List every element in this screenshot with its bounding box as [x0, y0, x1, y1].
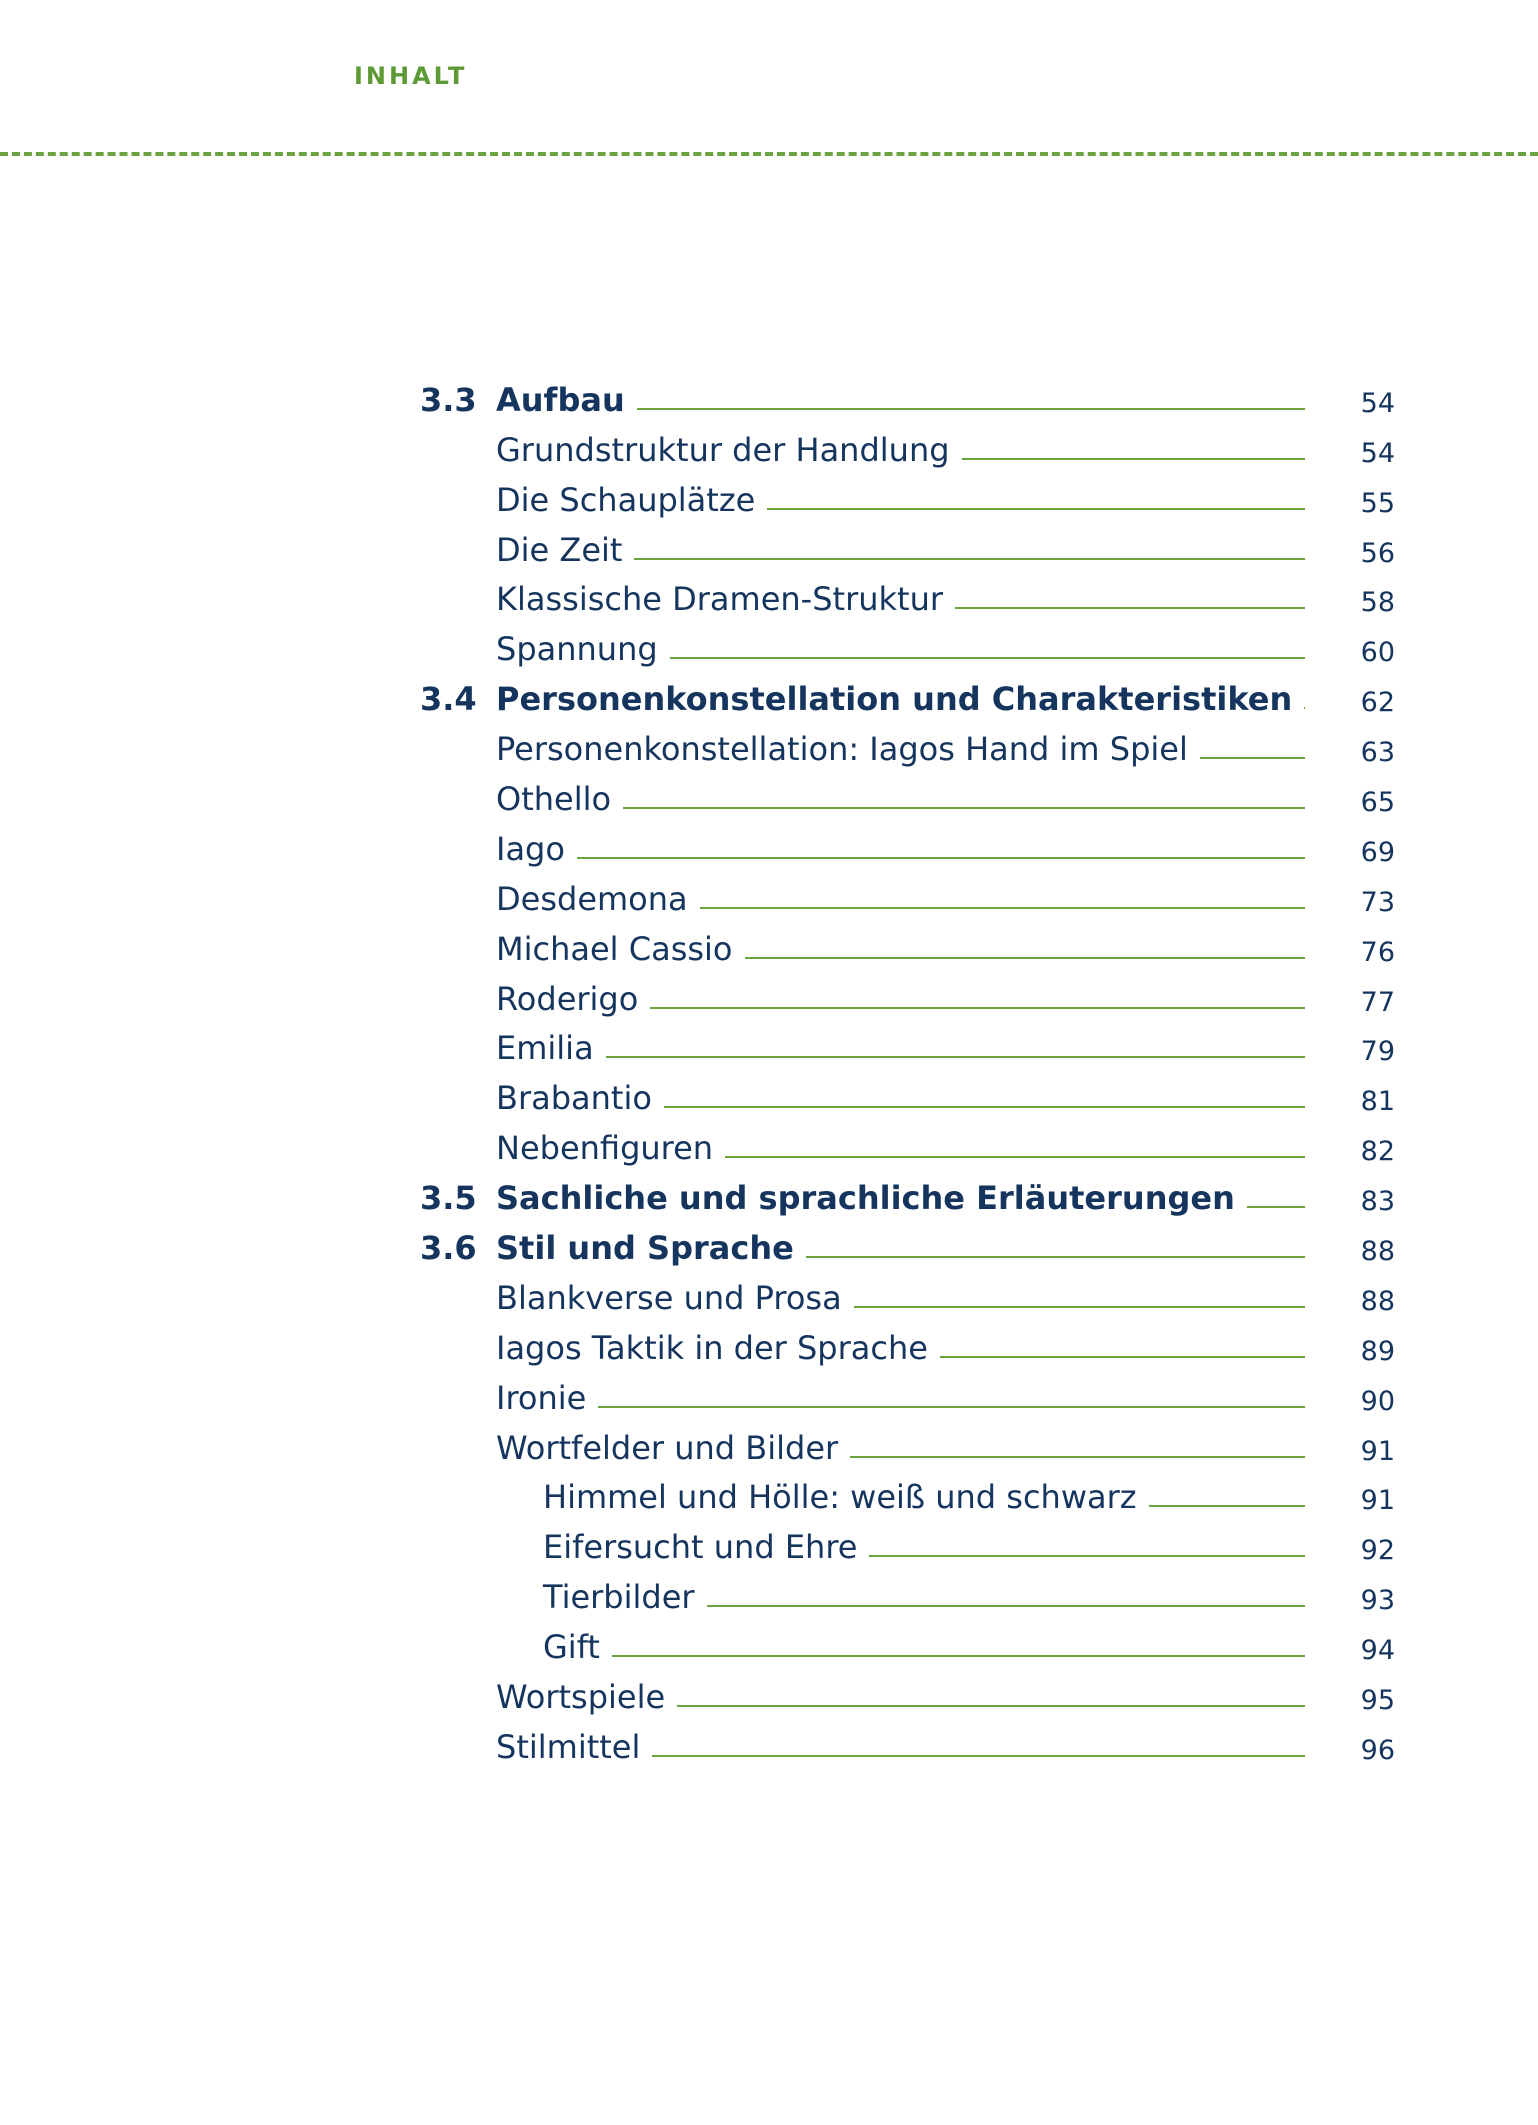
- toc-entry[interactable]: [420, 1667, 1395, 1717]
- toc-leader-line: [745, 957, 1306, 959]
- toc-entry-page-number: 55: [1360, 487, 1395, 519]
- toc-chapter-entry[interactable]: [420, 1218, 1395, 1268]
- toc-leader-line: [637, 408, 1305, 410]
- toc-leader-line: [700, 907, 1305, 909]
- toc-entry-page-number: 54: [1360, 437, 1395, 469]
- toc-entry-page-number: 95: [1360, 1685, 1395, 1717]
- toc-entry-page-number: 91: [1360, 1435, 1395, 1467]
- toc-entry[interactable]: [420, 570, 1395, 620]
- toc-entry-title: Gift: [543, 1628, 600, 1667]
- toc-entry-page-number: 88: [1360, 1236, 1395, 1268]
- toc-entry[interactable]: [420, 769, 1395, 819]
- toc-leader-line: [962, 458, 1305, 460]
- toc-entry-number: [420, 1763, 496, 1767]
- toc-entry-page-number: 58: [1360, 587, 1395, 619]
- toc-entry[interactable]: [420, 919, 1395, 969]
- toc-entry-title: Klassische Dramen-Struktur: [496, 580, 944, 619]
- toc-entry-page-number: 90: [1360, 1385, 1395, 1417]
- toc-entry-title: Iago: [496, 829, 565, 868]
- toc-entry[interactable]: [420, 1617, 1395, 1667]
- toc-entry-page-number: 83: [1360, 1186, 1395, 1218]
- toc-leader-line: [767, 508, 1305, 510]
- toc-entry-title: Michael Cassio: [496, 929, 733, 968]
- toc-entry-page-number: 91: [1360, 1485, 1395, 1517]
- toc-entry-title: Othello: [496, 780, 612, 819]
- toc-entry[interactable]: [420, 1118, 1395, 1168]
- toc-entry-number: 3.4: [420, 680, 477, 719]
- toc-entry-title: Eifersucht und Ehre: [543, 1528, 858, 1567]
- toc-leader-line: [612, 1655, 1305, 1657]
- toc-entry-page-number: 88: [1360, 1285, 1395, 1317]
- toc-entry-title: Tierbilder: [543, 1578, 695, 1617]
- toc-entry-title: Die Schauplätze: [496, 480, 756, 519]
- toc-leader-line: [725, 1156, 1305, 1158]
- toc-entry-page-number: 56: [1360, 537, 1395, 569]
- toc-entry-page-number: 93: [1360, 1585, 1395, 1617]
- toc-chapter-entry[interactable]: [420, 1168, 1395, 1218]
- toc-entry[interactable]: [420, 869, 1395, 919]
- toc-entry-page-number: 92: [1360, 1535, 1395, 1567]
- toc-leader-line: [598, 1406, 1305, 1408]
- toc-entry-title: Himmel und Hölle: weiß und schwarz: [543, 1478, 1137, 1517]
- toc-entry-title: Spannung: [496, 630, 658, 669]
- toc-entry-title: Wortspiele: [496, 1678, 666, 1717]
- toc-entry-title: Grundstruktur der Handlung: [496, 430, 950, 469]
- toc-entry[interactable]: [420, 1268, 1395, 1318]
- toc-entry-page-number: 79: [1360, 1036, 1395, 1068]
- toc-entry-title: Blankverse und Prosa: [496, 1278, 842, 1317]
- toc-entry[interactable]: [420, 619, 1395, 669]
- toc-leader-line: [707, 1605, 1305, 1607]
- toc-entry-title: Desdemona: [496, 879, 688, 918]
- toc-entry-page-number: 62: [1360, 687, 1395, 719]
- toc-leader-line: [634, 558, 1305, 560]
- toc-entry[interactable]: [420, 819, 1395, 869]
- toc-entry-page-number: 96: [1360, 1734, 1395, 1766]
- toc-entry-page-number: 89: [1360, 1335, 1395, 1367]
- toc-entry[interactable]: [420, 1567, 1395, 1617]
- toc-entry-page-number: 65: [1360, 787, 1395, 819]
- toc-entry-title: Brabantio: [496, 1079, 652, 1118]
- toc-entry-page-number: 69: [1360, 836, 1395, 868]
- toc-entry[interactable]: [420, 1717, 1395, 1767]
- toc-entry[interactable]: [420, 420, 1395, 470]
- toc-leader-line: [1304, 707, 1305, 709]
- toc-leader-line: [955, 607, 1305, 609]
- toc-entry[interactable]: [420, 719, 1395, 769]
- toc-leader-line: [577, 857, 1305, 859]
- toc-entry-title: Personenkonstellation und Charakteristiken: [496, 680, 1293, 719]
- toc-entry-page-number: 60: [1360, 637, 1395, 669]
- toc-leader-line: [940, 1356, 1305, 1358]
- toc-entry[interactable]: [420, 969, 1395, 1019]
- toc-entry-page-number: 76: [1360, 936, 1395, 968]
- toc-entry-title: Sachliche und sprachliche Erläuterungen: [496, 1179, 1235, 1218]
- toc-leader-line: [806, 1256, 1305, 1258]
- toc-entry[interactable]: [420, 1318, 1395, 1368]
- toc-leader-line: [854, 1306, 1305, 1308]
- toc-entry-title: Iagos Taktik in der Sprache: [496, 1328, 928, 1367]
- toc-entry[interactable]: [420, 1368, 1395, 1418]
- toc-entry[interactable]: [420, 1468, 1395, 1518]
- toc-entry-page-number: 81: [1360, 1086, 1395, 1118]
- toc-entry-title: Wortfelder und Bilder: [496, 1428, 839, 1467]
- toc-entry-page-number: 54: [1360, 387, 1395, 419]
- toc-leader-line: [652, 1755, 1305, 1757]
- toc-entry-page-number: 73: [1360, 886, 1395, 918]
- toc-entry-title: Ironie: [496, 1378, 587, 1417]
- toc-leader-line: [623, 807, 1305, 809]
- toc-entry-page-number: 63: [1360, 737, 1395, 769]
- toc-leader-line: [869, 1555, 1305, 1557]
- toc-entry-page-number: 82: [1360, 1136, 1395, 1168]
- toc-entry[interactable]: [420, 470, 1395, 520]
- toc-leader-line: [664, 1106, 1305, 1108]
- toc-entry[interactable]: [420, 1418, 1395, 1468]
- toc-entry[interactable]: [420, 1019, 1395, 1069]
- toc-entry-title: Emilia: [496, 1029, 594, 1068]
- toc-entry[interactable]: [420, 1517, 1395, 1567]
- toc-entry-number: 3.6: [420, 1229, 477, 1268]
- toc-entry-page-number: 94: [1360, 1635, 1395, 1667]
- toc-leader-line: [1200, 757, 1305, 759]
- toc-entry-title: Personenkonstellation: Iagos Hand im Spiel: [496, 730, 1188, 769]
- toc-entry-title: Die Zeit: [496, 530, 623, 569]
- toc-entry[interactable]: [420, 520, 1395, 570]
- toc-leader-line: [670, 657, 1305, 659]
- toc-leader-line: [677, 1705, 1305, 1707]
- toc-entry-title: Nebenfiguren: [496, 1129, 714, 1168]
- toc-entry[interactable]: [420, 1068, 1395, 1118]
- toc-chapter-entry[interactable]: [420, 669, 1395, 719]
- toc-chapter-entry[interactable]: [420, 370, 1395, 420]
- toc-entry-title: Stil und Sprache: [496, 1229, 794, 1268]
- running-head: INHALT: [354, 62, 468, 90]
- toc-entry-page-number: 77: [1360, 986, 1395, 1018]
- toc-entry-number: 3.5: [420, 1179, 477, 1218]
- table-of-contents: [420, 370, 1395, 1767]
- toc-leader-line: [850, 1456, 1305, 1458]
- toc-entry-title: Stilmittel: [496, 1727, 641, 1766]
- toc-entry-title: Roderigo: [496, 979, 639, 1018]
- toc-leader-line: [606, 1056, 1305, 1058]
- toc-leader-line: [1149, 1505, 1305, 1507]
- toc-entry-number: 3.3: [420, 380, 477, 419]
- toc-entry-title: Aufbau: [496, 380, 625, 419]
- toc-leader-line: [650, 1007, 1305, 1009]
- toc-leader-line: [1247, 1206, 1305, 1208]
- header-dashed-rule: [0, 152, 1538, 156]
